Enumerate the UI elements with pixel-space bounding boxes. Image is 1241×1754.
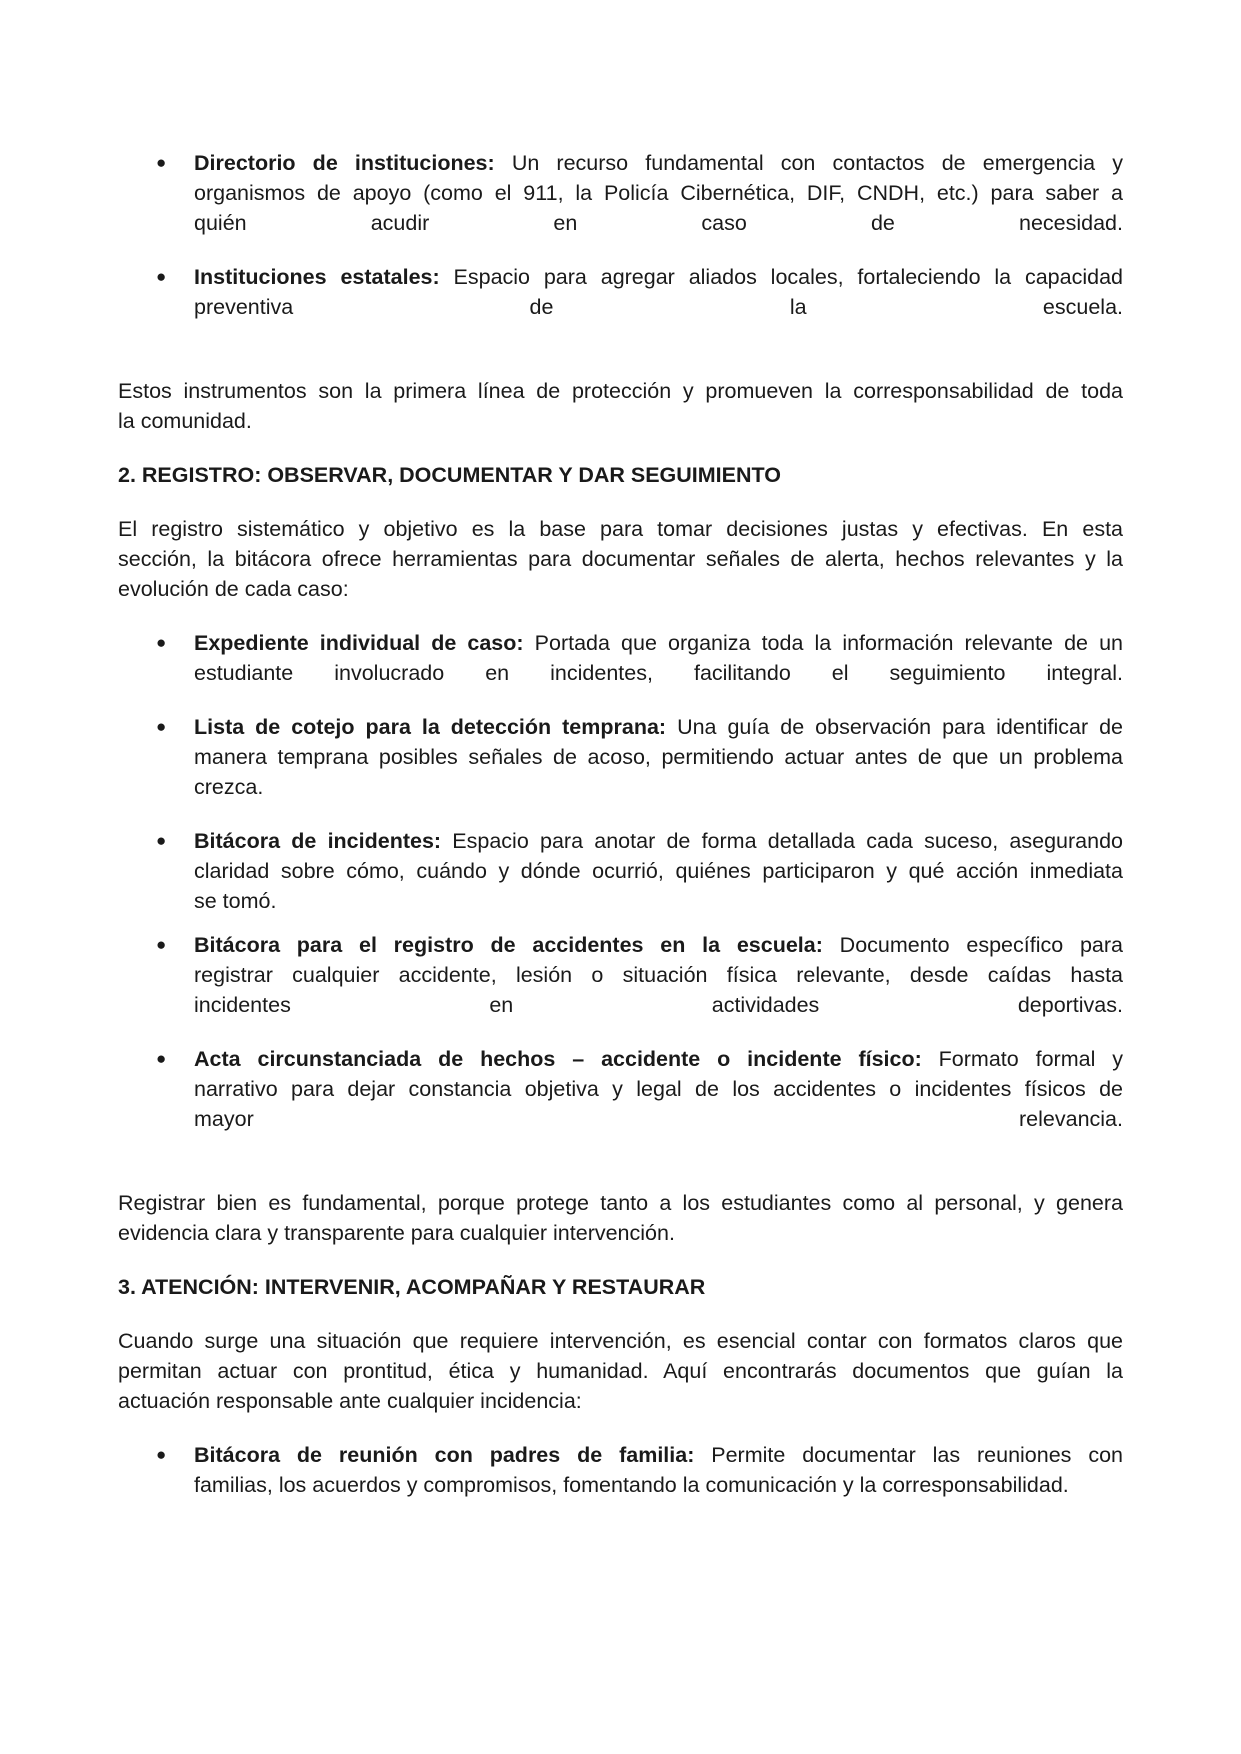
list-item-line: Lista de cotejo para la detección temprana: Una guía de observación para identificar de bbox=[194, 715, 1123, 739]
list-item-line: Instituciones estatales: Espacio para agregar aliados locales, fortaleciendo la capacidad bbox=[194, 265, 1123, 289]
bullet-icon: ● bbox=[156, 831, 167, 850]
list-item bbox=[118, 712, 1123, 802]
paragraph-line: permitan actuar con prontitud, ética y humanidad. Aquí encontrarás documentos que guían la bbox=[118, 1359, 1123, 1383]
list-item-line: Bitácora de reunión con padres de familia: Permite documentar las reuniones con bbox=[194, 1443, 1123, 1467]
bullet-icon: ● bbox=[156, 935, 167, 954]
list-item bbox=[118, 930, 1123, 1020]
list-item-line: familias, los acuerdos y compromisos, fomentando la comunicación y la corresponsabilidad. bbox=[194, 1473, 1069, 1497]
list-item-line: registrar cualquier accidente, lesión o situación física relevante, desde caídas hasta bbox=[194, 963, 1123, 987]
paragraph-line: evolución de cada caso: bbox=[118, 577, 349, 601]
list-item-title: Bitácora de reunión con padres de familia: bbox=[194, 1443, 695, 1467]
list-item-title: Instituciones estatales: bbox=[194, 265, 440, 289]
section1-bullet-list bbox=[118, 148, 1123, 322]
paragraph-line: Estos instrumentos son la primera línea de protección y promueven la corresponsabilidad de toda bbox=[118, 379, 1123, 403]
paragraph-line: Cuando surge una situación que requiere intervención, es esencial contar con formatos claros que bbox=[118, 1329, 1123, 1353]
intro-paragraph-3 bbox=[118, 1326, 1123, 1416]
list-item bbox=[118, 1044, 1123, 1134]
list-item-line: quién acudir en caso de necesidad. bbox=[194, 211, 1123, 235]
list-item bbox=[118, 148, 1123, 238]
paragraph-line: Registrar bien es fundamental, porque protege tanto a los estudiantes como al personal, y genera bbox=[118, 1191, 1123, 1215]
list-item-line: Acta circunstanciada de hechos – accidente o incidente físico: Formato formal y bbox=[194, 1047, 1123, 1071]
list-item-title: Lista de cotejo para la detección temprana: bbox=[194, 715, 667, 739]
paragraph-line: actuación responsable ante cualquier incidencia: bbox=[118, 1389, 582, 1413]
list-item bbox=[118, 262, 1123, 322]
list-item-title: Acta circunstanciada de hechos – accidente o incidente físico: bbox=[194, 1047, 922, 1071]
bullet-icon: ● bbox=[156, 267, 167, 286]
list-item-line: estudiante involucrado en incidentes, facilitando el seguimiento integral. bbox=[194, 661, 1123, 685]
list-item bbox=[118, 1440, 1123, 1500]
section-heading-registro: 2. REGISTRO: OBSERVAR, DOCUMENTAR Y DAR SEGUIMIENTO bbox=[118, 463, 781, 487]
section-heading-atencion: 3. ATENCIÓN: INTERVENIR, ACOMPAÑAR Y RESTAURAR bbox=[118, 1275, 706, 1299]
bullet-icon: ● bbox=[156, 717, 167, 736]
list-item-line: organismos de apoyo (como el 911, la Policía Cibernética, DIF, CNDH, etc.) para saber a bbox=[194, 181, 1123, 205]
list-item-line: incidentes en actividades deportivas. bbox=[194, 993, 1123, 1017]
list-item-line: crezca. bbox=[194, 775, 264, 799]
list-item-title: Bitácora para el registro de accidentes en la escuela: bbox=[194, 933, 823, 957]
list-item-line: narrativo para dejar constancia objetiva y legal de los accidentes o incidentes físicos de bbox=[194, 1077, 1123, 1101]
paragraph-line: la comunidad. bbox=[118, 409, 252, 433]
document-page bbox=[118, 148, 1123, 1500]
section3-bullet-list bbox=[118, 1440, 1123, 1500]
closing-paragraph-2 bbox=[118, 1188, 1123, 1248]
bullet-icon: ● bbox=[156, 1445, 167, 1464]
paragraph-line: sección, la bitácora ofrece herramientas para documentar señales de alerta, hechos relevantes y la bbox=[118, 547, 1123, 571]
list-item bbox=[118, 628, 1123, 688]
list-item-title: Expediente individual de caso: bbox=[194, 631, 524, 655]
bullet-icon: ● bbox=[156, 633, 167, 652]
list-item-line: Directorio de instituciones: Un recurso fundamental con contactos de emergencia y bbox=[194, 151, 1123, 175]
list-item-line: preventiva de la escuela. bbox=[194, 295, 1123, 319]
list-item-line: claridad sobre cómo, cuándo y dónde ocurrió, quiénes participaron y qué acción inmediata bbox=[194, 859, 1123, 883]
list-item-title: Bitácora de incidentes: bbox=[194, 829, 442, 853]
list-item-title: Directorio de instituciones: bbox=[194, 151, 495, 175]
paragraph-line: El registro sistemático y objetivo es la base para tomar decisiones justas y efectivas. En esta bbox=[118, 517, 1123, 541]
list-item bbox=[118, 826, 1123, 916]
list-item-line: mayor relevancia. bbox=[194, 1107, 1123, 1131]
list-item-line: Expediente individual de caso: Portada que organiza toda la información relevante de un bbox=[194, 631, 1123, 655]
paragraph-line: evidencia clara y transparente para cualquier intervención. bbox=[118, 1221, 675, 1245]
intro-paragraph-2 bbox=[118, 514, 1123, 604]
list-item-line: manera temprana posibles señales de acoso, permitiendo actuar antes de que un problema bbox=[194, 745, 1123, 769]
list-item-line: Bitácora de incidentes: Espacio para anotar de forma detallada cada suceso, asegurando bbox=[194, 829, 1123, 853]
list-item-line: se tomó. bbox=[194, 889, 277, 913]
bullet-icon: ● bbox=[156, 153, 167, 172]
section2-bullet-list bbox=[118, 628, 1123, 1134]
list-item-line: Bitácora para el registro de accidentes en la escuela: Documento específico para bbox=[194, 933, 1123, 957]
bullet-icon: ● bbox=[156, 1049, 167, 1068]
closing-paragraph-1 bbox=[118, 376, 1123, 436]
